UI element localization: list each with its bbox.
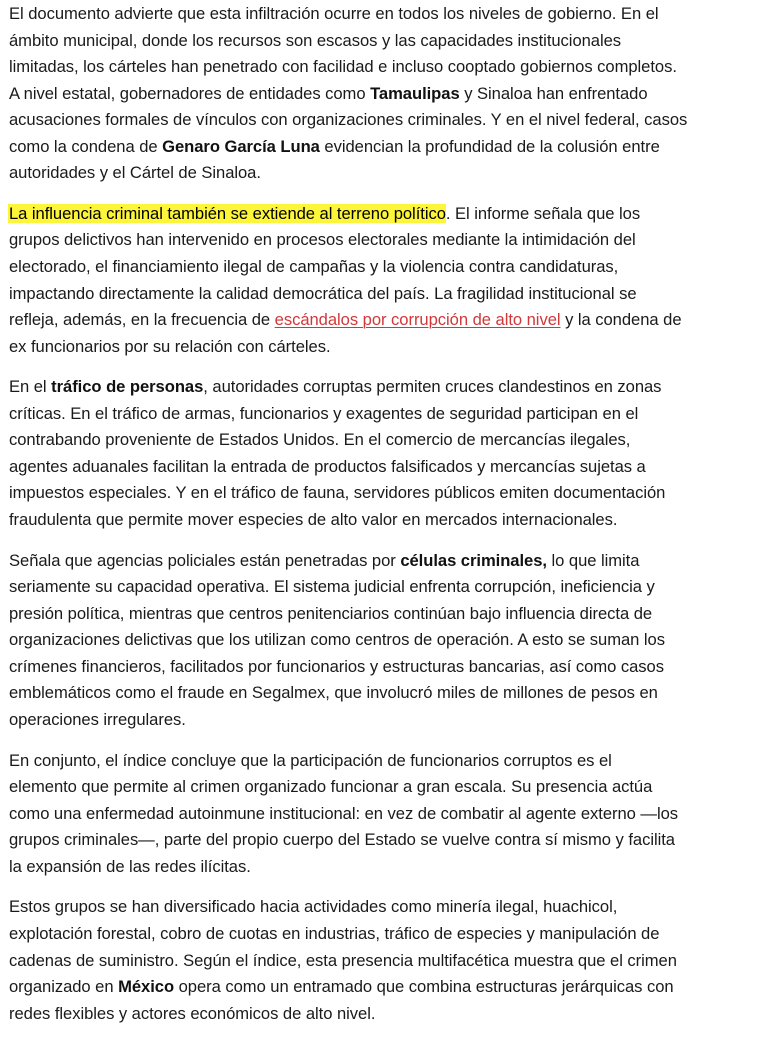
highlighted-text: La influencia criminal también se extiende al terreno político xyxy=(9,203,446,223)
text-line: acusaciones formales de vínculos con organizaciones criminales. Y en el nivel federal, casos xyxy=(9,110,688,130)
text-line: la expansión de las redes ilícitas. xyxy=(9,856,251,876)
text-line xyxy=(9,374,754,401)
text-line: fraudulenta que permite mover especies de alto valor en mercados internacionales. xyxy=(9,510,618,530)
text-line: seriamente su capacidad operativa. El sistema judicial enfrenta corrupción, ineficiencia y xyxy=(9,577,655,597)
text-segment: Señala que agencias policiales están penetradas por xyxy=(9,550,401,570)
text-line xyxy=(9,307,754,334)
text-line: impuestos especiales. Y en el tráfico de fauna, servidores públicos emiten documentación xyxy=(9,483,666,503)
text-line: crímenes financieros, facilitados por funcionarios y estructuras bancarias, así como casos xyxy=(9,656,664,676)
text-line: cadenas de suministro. Según el índice, esta presencia multifacética muestra que el crimen xyxy=(9,950,677,970)
text-segment: A nivel estatal, gobernadores de entidades como xyxy=(9,83,371,103)
text-line: redes flexibles y actores económicos de alto nivel. xyxy=(9,1003,376,1023)
bold-criminal-cells: células criminales, xyxy=(400,550,547,570)
link-corruption-scandals[interactable]: escándalos por corrupción de alto nivel xyxy=(274,310,561,330)
text-line xyxy=(9,134,754,161)
text-line: críticas. En el tráfico de armas, funcionarios y exagentes de seguridad participan en el xyxy=(9,403,639,423)
text-line: como una enfermedad autoinmune institucional: en vez de combatir al agente externo —los xyxy=(9,803,679,823)
text-line: autoridades y el Cártel de Sinaloa. xyxy=(9,163,261,183)
text-segment: organizado en xyxy=(9,977,119,997)
text-segment: , autoridades corruptas permiten cruces clandestinos en zonas xyxy=(203,377,662,397)
text-line: elemento que permite al crimen organizado funcionar a gran escala. Su presencia actúa xyxy=(9,777,653,797)
bold-human-trafficking: tráfico de personas xyxy=(51,377,204,397)
paragraph-diversification xyxy=(9,894,754,1027)
text-line: grupos delictivos han intervenido en procesos electorales mediante la intimidación del xyxy=(9,230,636,250)
text-line: impactando directamente la calidad democrática del país. La fragilidad institucional se xyxy=(9,283,637,303)
text-line xyxy=(9,974,754,1001)
text-line: contrabando proveniente de Estados Unidos. En el comercio de mercancías ilegales, xyxy=(9,430,631,450)
text-line: grupos criminales—, parte del propio cuerpo del Estado se vuelve contra sí mismo y facilita xyxy=(9,830,675,850)
text-line: Estos grupos se han diversificado hacia actividades como minería ilegal, huachicol, xyxy=(9,897,618,917)
text-segment: opera como un entramado que combina estructuras jerárquicas con xyxy=(174,977,674,997)
text-line: electorado, el financiamiento ilegal de campañas y la violencia contra candidaturas, xyxy=(9,257,619,277)
text-line: limitadas, los cárteles han penetrado con facilidad e incluso cooptado gobiernos completos. xyxy=(9,57,677,77)
text-segment: lo que limita xyxy=(546,550,640,570)
bold-genaro-garcia-luna: Genaro García Luna xyxy=(162,136,320,156)
text-segment: y la condena de xyxy=(560,310,682,330)
text-line: organizaciones delictivas que los utilizan como centros de operación. A esto se suman los xyxy=(9,630,665,650)
text-line xyxy=(9,201,754,228)
text-segment: y Sinaloa han enfrentado xyxy=(459,83,648,103)
text-line xyxy=(9,548,754,575)
article-body xyxy=(9,1,754,1041)
paragraph-levels-of-government xyxy=(9,1,754,187)
paragraph-police-judicial xyxy=(9,548,754,734)
paragraph-conclusion xyxy=(9,748,754,881)
paragraph-political-influence xyxy=(9,201,754,360)
text-segment: refleja, además, en la frecuencia de xyxy=(9,310,275,330)
text-segment: . El informe señala que los xyxy=(445,203,641,223)
text-line xyxy=(9,81,754,108)
text-line: ex funcionarios por su relación con cárteles. xyxy=(9,336,331,356)
text-line: explotación forestal, cobro de cuotas en industrias, tráfico de especies y manipulación de xyxy=(9,923,660,943)
text-line: En conjunto, el índice concluye que la participación de funcionarios corruptos es el xyxy=(9,750,612,770)
text-line: ámbito municipal, donde los recursos son escasos y las capacidades institucionales xyxy=(9,30,622,50)
paragraph-trafficking xyxy=(9,374,754,533)
text-line: operaciones irregulares. xyxy=(9,709,186,729)
text-line: emblemáticos como el fraude en Segalmex, que involucró miles de millones de pesos en xyxy=(9,683,658,703)
text-line: El documento advierte que esta infiltración ocurre en todos los niveles de gobierno. En el xyxy=(9,4,659,23)
text-line: agentes aduanales facilitan la entrada de productos falsificados y mercancías sujetas a xyxy=(9,456,646,476)
bold-tamaulipas: Tamaulipas xyxy=(370,83,460,103)
text-segment: como la condena de xyxy=(9,136,163,156)
text-line: presión política, mientras que centros penitenciarios continúan bajo influencia directa de xyxy=(9,603,653,623)
bold-mexico: México xyxy=(118,977,175,997)
text-segment: En el xyxy=(9,377,52,397)
text-segment: evidencian la profundidad de la colusión entre xyxy=(319,136,660,156)
